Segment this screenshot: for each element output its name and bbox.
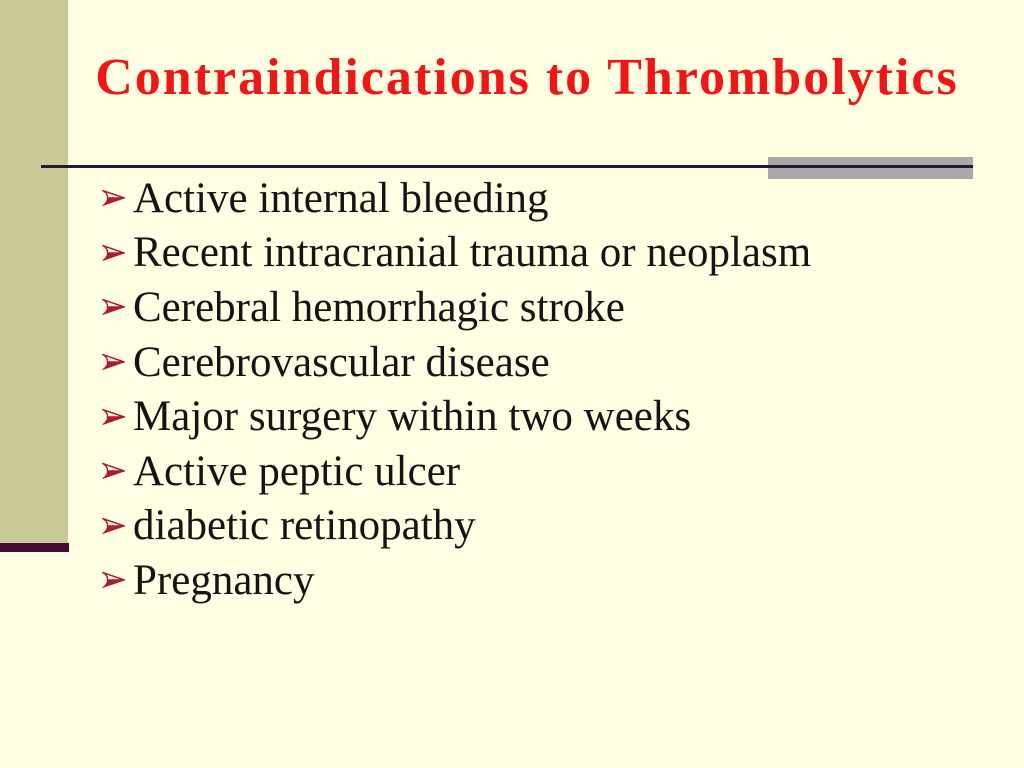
list-item-text: Cerebrovascular disease — [133, 338, 550, 386]
list-item-text: Active internal bleeding — [133, 174, 549, 222]
slide-title: Contraindications to Thrombolytics — [95, 49, 959, 106]
arrowhead-bullet-icon — [100, 187, 128, 209]
list-item — [100, 280, 811, 335]
list-item-text: Cerebral hemorrhagic stroke — [133, 283, 625, 331]
list-item-text: Active peptic ulcer — [133, 447, 461, 495]
arrowhead-bullet-icon — [100, 460, 128, 482]
bullet-list — [100, 171, 811, 608]
list-item-text: Major surgery within two weeks — [133, 393, 692, 441]
left-accent-strip-end-bar — [0, 543, 69, 552]
divider-line — [41, 165, 973, 168]
list-item — [100, 335, 811, 390]
arrowhead-bullet-icon — [100, 515, 128, 537]
arrowhead-bullet-icon — [100, 351, 128, 373]
list-item-text: diabetic retinopathy — [133, 502, 476, 550]
list-item-text: Pregnancy — [133, 556, 315, 604]
list-item — [100, 444, 811, 499]
arrowhead-bullet-icon — [100, 242, 128, 264]
list-item — [100, 499, 811, 554]
list-item-text: Recent intracranial trauma or neoplasm — [133, 229, 812, 277]
arrowhead-bullet-icon — [100, 406, 128, 428]
arrowhead-bullet-icon — [100, 296, 128, 318]
list-item — [100, 553, 811, 608]
arrowhead-bullet-icon — [100, 569, 128, 591]
list-item — [100, 226, 811, 281]
list-item — [100, 389, 811, 444]
list-item — [100, 171, 811, 226]
